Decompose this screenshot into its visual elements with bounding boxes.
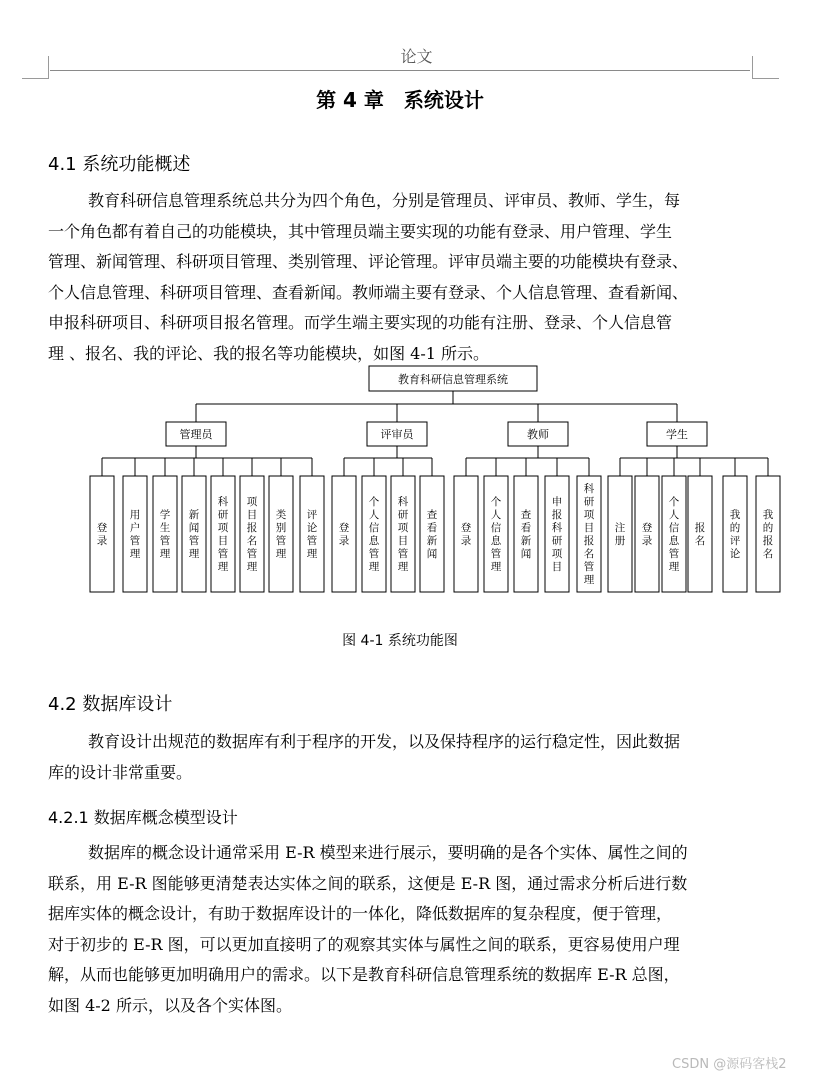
paragraph-line: 管理、新闻管理、科研项目管理、类别管理、评论管理。评审员端主要的功能模块有登录、 bbox=[48, 252, 689, 271]
function-node bbox=[391, 476, 415, 592]
paragraph-line: 理 、报名、我的评论、我的报名等功能模块，如图 4-1 所示。 bbox=[48, 343, 490, 363]
section-heading-4-2: 4.2 数据库设计 bbox=[48, 694, 173, 715]
section-4-2-1-paragraph bbox=[48, 838, 752, 1021]
function-node bbox=[756, 476, 780, 592]
function-label: 个人信息管理 bbox=[368, 496, 380, 573]
section-heading-4-1: 4.1 系统功能概述 bbox=[48, 154, 191, 175]
function-label: 查看新闻 bbox=[426, 509, 438, 560]
role-label: 评审员 bbox=[380, 428, 414, 441]
role-label: 管理员 bbox=[179, 428, 213, 441]
function-label: 学生管理 bbox=[159, 509, 171, 560]
function-label: 我的评论 bbox=[729, 509, 741, 560]
function-node bbox=[269, 476, 293, 592]
function-label: 用户管理 bbox=[129, 509, 141, 560]
role-label: 学生 bbox=[666, 428, 688, 441]
section-4-2-paragraph bbox=[48, 727, 752, 788]
function-label: 登录 bbox=[96, 522, 108, 547]
paragraph-line: 对于初步的 E-R 图，可以更加直接明了的观察其实体与属性之间的联系，更容易使用户理 bbox=[48, 934, 680, 954]
function-node bbox=[484, 476, 508, 592]
function-node bbox=[332, 476, 356, 592]
function-label: 查看新闻 bbox=[520, 509, 532, 560]
function-node bbox=[182, 476, 206, 592]
paragraph-line: 申报科研项目、科研项目报名管理。而学生端主要实现的功能有注册、登录、个人信息管 bbox=[48, 313, 673, 332]
function-node bbox=[514, 476, 538, 592]
paragraph-line: 教育科研信息管理系统总共分为四个角色，分别是管理员、评审员、教师、学生，每 bbox=[88, 191, 681, 210]
function-label: 评论管理 bbox=[306, 509, 318, 560]
watermark: CSDN @源码客栈2 bbox=[672, 1057, 787, 1072]
function-node bbox=[545, 476, 569, 592]
function-node bbox=[123, 476, 147, 592]
function-label: 申报科研项目 bbox=[551, 496, 563, 573]
function-label: 注册 bbox=[614, 522, 626, 547]
function-label: 个人信息管理 bbox=[668, 496, 680, 573]
paragraph-line: 库的设计非常重要。 bbox=[48, 762, 193, 782]
paragraph-line: 个人信息管理、科研项目管理、查看新闻。教师端主要有登录、个人信息管理、查看新闻、 bbox=[48, 282, 689, 302]
function-label: 科研项目报名管理 bbox=[583, 483, 595, 586]
function-node bbox=[362, 476, 386, 592]
root-label: 教育科研信息管理系统 bbox=[398, 373, 508, 386]
paragraph-line: 联系，用 E-R 图能够更清楚表达实体之间的联系，这便是 E-R 图，通过需求分析后进行数 bbox=[48, 873, 688, 893]
function-label: 项目报名管理 bbox=[246, 496, 258, 573]
page-header-title: 论文 bbox=[400, 47, 433, 66]
section-heading-4-2-1: 4.2.1 数据库概念模型设计 bbox=[48, 808, 238, 827]
paragraph-line: 据库实体的概念设计，有助于数据库设计的一体化，降低数据库的复杂程度，便于管理， bbox=[48, 904, 673, 923]
paragraph-line: 解，从而也能够更加明确用户的需求。以下是教育科研信息管理系统的数据库 E-R 总图， bbox=[48, 965, 680, 984]
function-label: 类别管理 bbox=[275, 509, 287, 560]
function-node bbox=[90, 476, 114, 592]
function-node bbox=[608, 476, 632, 592]
function-node bbox=[688, 476, 712, 592]
function-label: 新闻管理 bbox=[188, 509, 200, 560]
function-label: 登录 bbox=[641, 522, 653, 547]
function-node bbox=[153, 476, 177, 592]
chapter-title: 第 4 章 系统设计 bbox=[316, 88, 484, 112]
figure-caption: 图 4-1 系统功能图 bbox=[342, 633, 458, 649]
function-node bbox=[240, 476, 264, 592]
paragraph-line: 数据库的概念设计通常采用 E-R 模型来进行展示，要明确的是各个实体、属性之间的 bbox=[88, 843, 688, 862]
function-node bbox=[300, 476, 324, 592]
function-label: 登录 bbox=[460, 522, 472, 547]
paragraph-line: 教育设计出规范的数据库有利于程序的开发，以及保持程序的运行稳定性，因此数据 bbox=[88, 732, 681, 751]
function-node bbox=[211, 476, 235, 592]
function-label: 科研项目管理 bbox=[397, 496, 409, 573]
function-node bbox=[723, 476, 747, 592]
function-node bbox=[420, 476, 444, 592]
paragraph-line: 如图 4-2 所示，以及各个实体图。 bbox=[48, 995, 292, 1015]
function-label: 个人信息管理 bbox=[490, 496, 502, 573]
function-label: 登录 bbox=[338, 522, 350, 547]
function-label: 我的报名 bbox=[762, 509, 774, 560]
function-node bbox=[635, 476, 659, 592]
function-node bbox=[662, 476, 686, 592]
function-node bbox=[454, 476, 478, 592]
function-label: 报名 bbox=[694, 522, 706, 547]
function-label: 科研项目管理 bbox=[217, 496, 229, 573]
paragraph-line: 一个角色都有着自己的功能模块，其中管理员端主要实现的功能有登录、用户管理、学生 bbox=[48, 221, 673, 241]
role-label: 教师 bbox=[527, 428, 549, 441]
